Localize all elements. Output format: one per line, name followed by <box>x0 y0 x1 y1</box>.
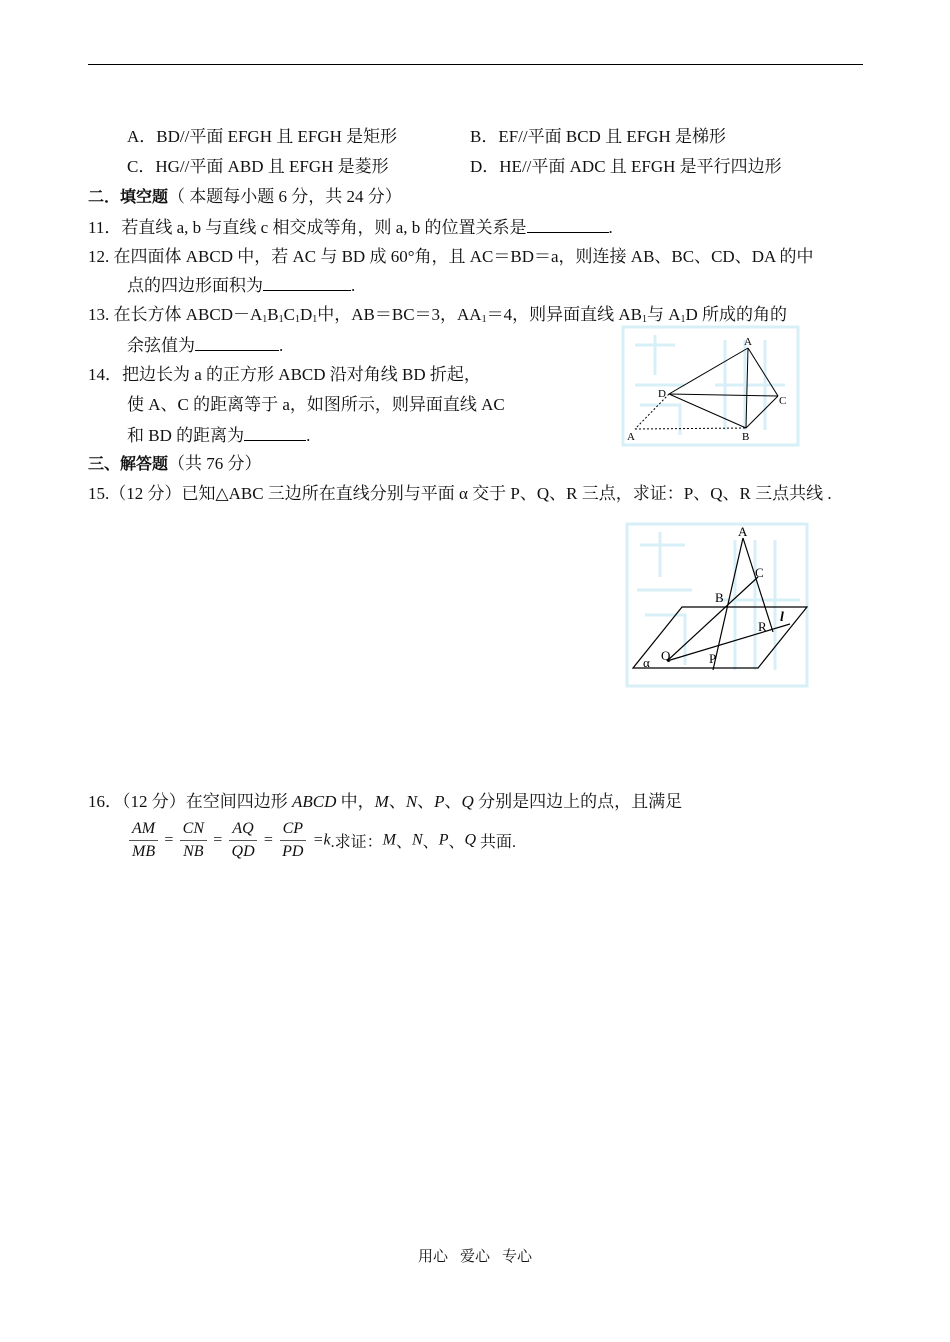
q15-label-c: C <box>755 565 764 580</box>
footer-item: 专心 <box>502 1247 533 1265</box>
fraction-cp-pd <box>279 820 306 861</box>
q16-m: M <box>374 792 389 811</box>
frac-num: CN <box>180 820 207 841</box>
q14-answer-blank[interactable] <box>244 424 306 441</box>
q13-text2: 余弦值为 <box>127 336 195 355</box>
q14-line1: 14．把边长为 a 的正方形 ABCD 沿对角线 BD 折起， <box>88 365 481 384</box>
q12-line2 <box>127 274 355 297</box>
q15-label-r: R <box>758 619 767 634</box>
q13-answer-blank[interactable] <box>195 334 279 351</box>
q14-end: . <box>306 426 311 445</box>
q15-label-l: l <box>780 610 784 625</box>
q14-text3: 和 BD 的距离为 <box>127 426 245 445</box>
section3-note: （共 76 分） <box>168 454 262 473</box>
q13-sub-b1: 1 <box>278 314 284 325</box>
q13-sub-aa1: 1 <box>481 314 487 325</box>
option-b: B．EF//平面 BCD 且 EFGH 是梯形 <box>470 127 726 146</box>
option-c: C．HG//平面 ABD 且 EFGH 是菱形 <box>127 157 389 176</box>
q16-p: P <box>434 792 445 811</box>
frac-den: QD <box>231 843 255 860</box>
fraction-am-mb <box>129 820 158 861</box>
q13-part1: 13. 在长方体 ABCD－A <box>88 305 263 324</box>
q16-n2: N <box>412 831 423 849</box>
q16-line1 <box>88 791 682 813</box>
q16-text-b: 中， <box>336 792 375 811</box>
q11-text: 11．若直线 a, b 与直线 c 相交成等角，则 a, b 的位置关系是 <box>88 218 527 237</box>
q11-answer-blank[interactable] <box>527 216 609 233</box>
header-rule <box>88 64 863 65</box>
q13-line2 <box>127 334 283 357</box>
edge-a-d <box>669 348 748 394</box>
option-a: A．BD//平面 EFGH 且 EFGH 是矩形 <box>127 127 398 146</box>
q16-equation <box>127 820 516 861</box>
q12-answer-blank[interactable] <box>263 274 351 291</box>
section3-heading <box>88 453 262 475</box>
option-d: D．HE//平面 ADC 且 EFGH 是平行四边形 <box>470 157 782 176</box>
q16-text-a: 16．（12 分）在空间四边形 <box>88 792 292 811</box>
frac-den: PD <box>282 843 304 860</box>
q14-figure <box>615 325 805 450</box>
fraction-cn-nb <box>180 820 207 861</box>
page-footer <box>0 1245 950 1266</box>
q14-label-a-top: A <box>744 336 752 348</box>
q15-label-p: P <box>709 651 717 666</box>
section3-title: 三、解答题 <box>88 454 169 473</box>
frac-den: MB <box>132 843 156 860</box>
q13-part4: D <box>299 305 313 324</box>
equals-sign: = <box>164 831 174 849</box>
section2-title: 二．填空题 <box>88 187 169 206</box>
edge-a-b-dashed <box>635 428 746 429</box>
q13-sub-d1: 1 <box>312 314 318 325</box>
equals-k: =k <box>312 831 331 849</box>
section2-heading <box>88 186 402 208</box>
q16-text-c: 分别是四边上的点，且满足 <box>473 792 683 811</box>
q12-end: . <box>351 276 356 295</box>
line-a-r <box>743 538 773 632</box>
q16-m2: M <box>382 831 396 849</box>
q13-part3: C <box>283 305 295 324</box>
frac-num: CP <box>280 820 306 841</box>
question-11 <box>88 216 613 239</box>
q13-part8: D 所成的角的 <box>685 305 788 324</box>
frac-num: AM <box>129 820 158 841</box>
q13-sub-c1: 1 <box>294 314 300 325</box>
edge-a-c <box>748 348 778 396</box>
q15-label-q: Q <box>661 648 671 663</box>
frac-num: AQ <box>229 820 256 841</box>
q16-sep3: 、 <box>444 792 462 811</box>
footer-item: 用心 <box>417 1247 448 1265</box>
q16-p2: P <box>438 831 449 849</box>
q12-text2: 点的四边形面积为 <box>127 276 263 295</box>
q15-label-alpha: α <box>643 655 650 670</box>
equals-sign: = <box>213 831 223 849</box>
q16-sep1: 、 <box>388 792 406 811</box>
watermark-stamp <box>627 524 807 686</box>
q16-sep2: 、 <box>417 792 435 811</box>
fraction-aq-qd <box>229 820 258 861</box>
section2-note: （ 本题每小题 6 分，共 24 分） <box>168 187 402 206</box>
q15-figure <box>625 520 815 690</box>
edge-c-b <box>746 396 778 428</box>
q13-sub-a1: 1 <box>262 314 268 325</box>
q13-sub-ab1: 1 <box>641 314 647 325</box>
q14-label-a-bottom: A <box>627 431 635 443</box>
q16-proof-a: .求证： <box>330 834 383 851</box>
q16-sep4: 、 <box>395 834 412 851</box>
q13-end: . <box>279 336 284 355</box>
q16-n: N <box>405 792 418 811</box>
frac-den: NB <box>183 843 204 860</box>
q16-abcd: ABCD <box>292 792 337 811</box>
q13-part6: ＝4，则异面直线 AB <box>486 305 642 324</box>
q12-line1: 12. 在四面体 ABCD 中，若 AC 与 BD 成 60°角，且 AC＝BD＝a，则连接 AB、BC、CD、DA 的中 <box>88 247 814 266</box>
q15-text: 15.（12 分）已知△ABC 三边所在直线分别与平面 α 交于 P、Q、R 三点，求证：P、Q、R 三点共线 . <box>88 484 832 503</box>
q13-part2: B <box>267 305 279 324</box>
q14-label-b: B <box>742 431 750 443</box>
q14-label-c: C <box>779 395 787 407</box>
q11-end: . <box>608 218 613 237</box>
q13-part5: 中，AB＝BC＝3，AA <box>317 305 482 324</box>
footer-item: 爱心 <box>459 1247 490 1265</box>
q16-sep5: 、 <box>422 834 439 851</box>
q13-part7: 与 A <box>646 305 681 324</box>
q16-q2: Q <box>464 831 477 849</box>
q14-label-d: D <box>658 388 666 400</box>
equals-sign: = <box>263 831 273 849</box>
q15-label-b: B <box>715 590 724 605</box>
q16-q: Q <box>461 792 474 811</box>
q16-sep6: 、 <box>448 834 465 851</box>
q14-line2: 使 A、C 的距离等于 a，如图所示，则异面直线 AC <box>127 395 505 414</box>
q13-sub-a1d: 1 <box>680 314 686 325</box>
q14-line3 <box>127 424 310 447</box>
q15-label-a: A <box>738 524 748 539</box>
q16-proof-b: 共面. <box>476 834 517 851</box>
